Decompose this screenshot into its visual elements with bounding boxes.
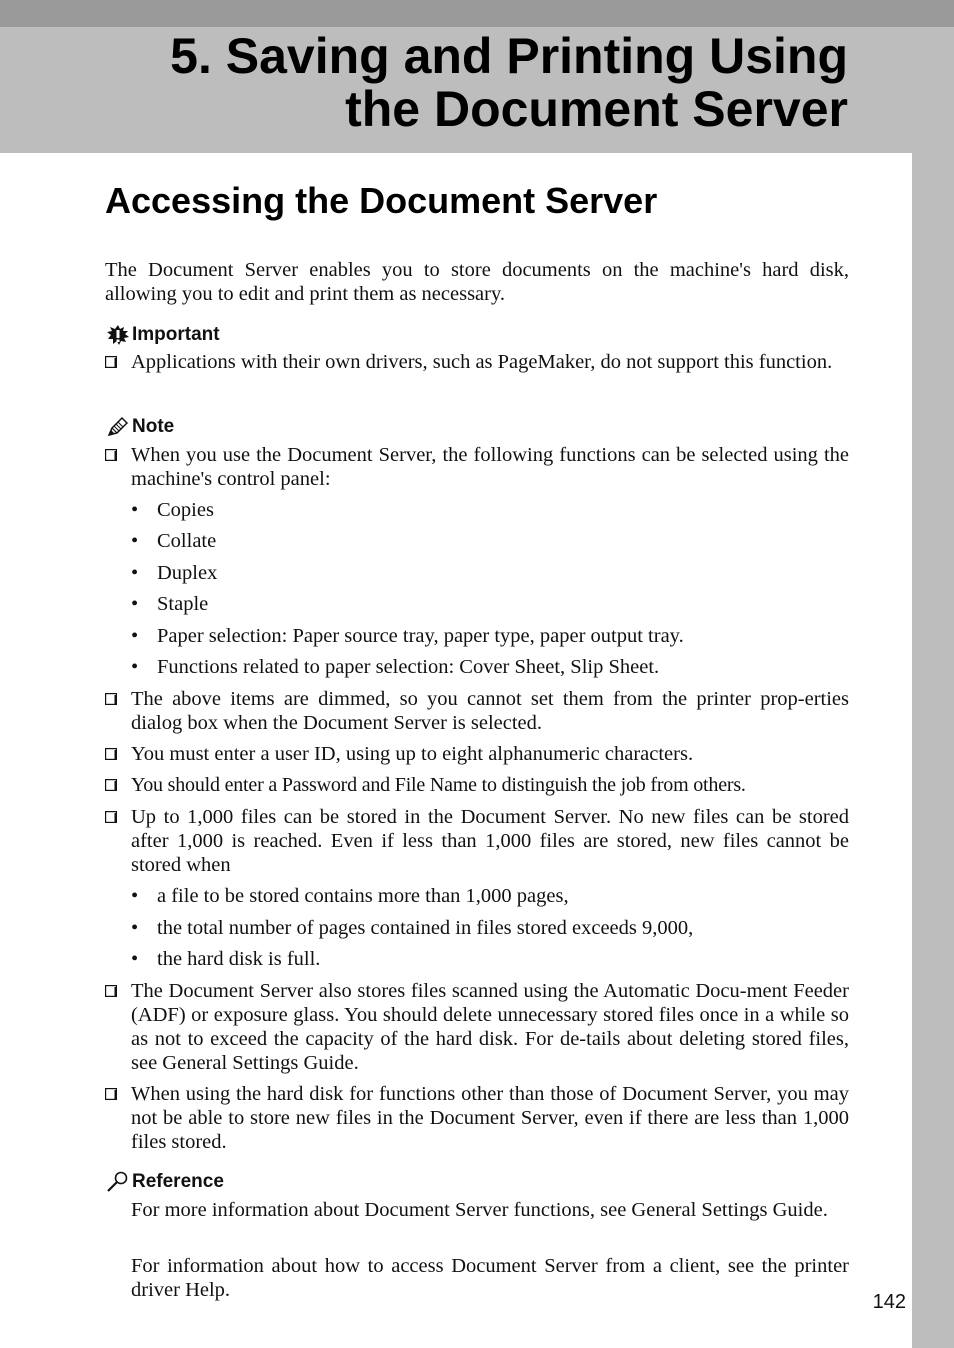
bullet-dot: • [131,885,139,907]
important-item [105,350,849,374]
reference-paragraph-1: For more information about Document Server functions, see General Settings Guide. [131,1199,828,1221]
note-bullet: • the hard disk is full. [131,948,321,970]
note-label-text: Note [132,416,175,437]
note-item-2-text: The above items are dimmed, so you cannot set them from the printer prop-erties dialog box when the Document Server is selected. [131,688,849,734]
checkbox-bullet-icon [105,811,117,823]
important-label [105,324,220,346]
note-bullet: • Collate [131,530,217,552]
note-item-6-text: The Document Server also stores files scanned using the Automatic Docu-ment Feeder (ADF) or exposure glass. You should delete unnecessary stored files once in a while so as not to exceed the capacity of the hard disk. For de-tails about deleting stored files, see General Settings Guide. [131,980,849,1074]
note-item-7 [105,1082,849,1154]
note-item-5-text: Up to 1,000 files can be stored in the Document Server. No new files can be stored after 1,000 is reached. Even if less than 1,000 files are stored, new files cannot be stored when [131,806,849,876]
side-margin-band [912,153,954,1348]
page-number: 142 [872,1291,906,1313]
top-rule [0,0,954,27]
checkbox-bullet-icon [105,1088,117,1100]
chapter-title-line2: the Document Server [345,81,848,137]
note-item-1-text: When you use the Document Server, the following functions can be selected using the machine's control panel: [131,444,849,490]
bullet-dot: • [131,499,139,521]
note-bullet: • Functions related to paper selection: Cover Sheet, Slip Sheet. [131,656,660,678]
important-icon [105,324,131,346]
bullet-dot: • [131,948,139,970]
checkbox-bullet-icon [105,356,117,368]
chapter-title-line1: 5. Saving and Printing Using [170,28,848,84]
bullet-dot: • [131,917,139,939]
reference-label-text: Reference [132,1171,224,1192]
bullet-dot: • [131,625,139,647]
note-item-1 [105,443,849,491]
note-item-7-text: When using the hard disk for functions other than those of Document Server, you may not be able to store new files in the Document Server, even if there are less than 1,000 files stored. [131,1083,849,1153]
bullet-dot: • [131,656,139,678]
reference-paragraph-2: For information about how to access Document Server from a client, see the printer driver Help. [131,1255,849,1301]
note-item-6 [105,979,849,1075]
note-bullet: • Copies [131,499,214,521]
checkbox-bullet-icon [105,779,117,791]
checkbox-bullet-icon [105,985,117,997]
checkbox-bullet-icon [105,693,117,705]
bullet-dot: • [131,530,139,552]
chapter-title [170,30,848,136]
note-bullet: • a file to be stored contains more than 1,000 pages, [131,885,569,907]
reference-magnifier-icon [105,1171,131,1193]
bullet-dot: • [131,562,139,584]
note-bullet: • Paper selection: Paper source tray, paper type, paper output tray. [131,625,684,647]
bullet-dot: • [131,593,139,615]
important-label-text: Important [132,324,220,345]
section-title: Accessing the Document Server [105,180,658,221]
note-bullet: • the total number of pages contained in files stored exceeds 9,000, [131,917,694,939]
note-bullet: • Duplex [131,562,218,584]
intro-paragraph: The Document Server enables you to store documents on the machine's hard disk, allowing you to edit and print them as necessary. [105,259,849,305]
important-item-text: Applications with their own drivers, such as PageMaker, do not support this function. [131,351,833,373]
note-item-2 [105,687,849,735]
note-item-4 [105,773,849,797]
checkbox-bullet-icon [105,449,117,461]
note-label [105,416,174,438]
note-item-4-text: You should enter a Password and File Name to distinguish the job from others. [131,774,746,796]
note-item-5 [105,805,849,877]
note-item-3-text: You must enter a user ID, using up to eight alphanumeric characters. [131,743,694,765]
checkbox-bullet-icon [105,748,117,760]
note-pencil-icon [105,416,131,438]
note-item-3 [105,742,849,766]
note-bullet: • Staple [131,593,209,615]
reference-label [105,1171,224,1193]
